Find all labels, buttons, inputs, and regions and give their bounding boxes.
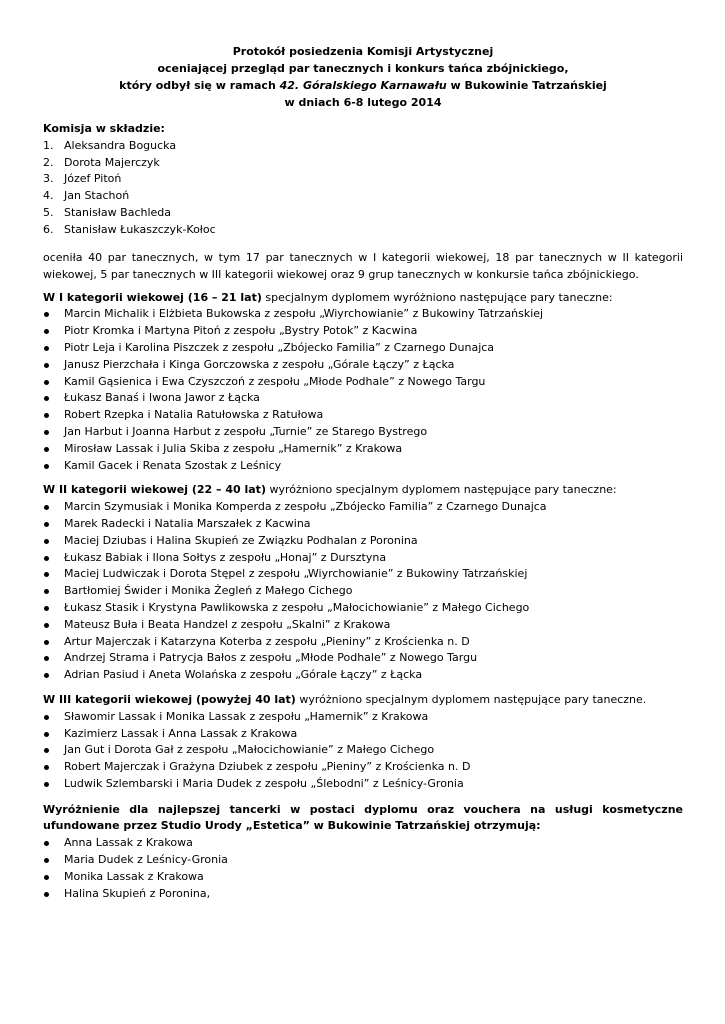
list-item-text: Łukasz Babiak i Ilona Sołtys z zespołu „Honaj” z Dursztyna — [64, 550, 387, 564]
title-line-2: oceniającej przegląd par tanecznych i konkurs tańca zbójnickiego, — [157, 62, 569, 75]
member-number: 2. — [43, 155, 54, 169]
list-item — [43, 323, 683, 340]
list-item — [43, 340, 683, 357]
category-2-list — [43, 499, 683, 684]
list-item-text: Piotr Leja i Karolina Piszczek z zespołu „Zbójecko Familia” z Czarnego Dunajca — [64, 340, 495, 354]
commission-member — [43, 138, 683, 155]
member-name: Jan Stachoń — [64, 189, 130, 203]
list-item — [43, 390, 683, 407]
list-item — [43, 776, 683, 793]
list-item-text: Marcin Szymusiak i Monika Komperda z zespołu „Zbójecko Familia” z Czarnego Dunajca — [64, 500, 547, 514]
bullet-icon — [44, 589, 49, 594]
summary-paragraph: oceniła 40 par tanecznych, w tym 17 par tanecznych w I kategorii wiekowej, 18 par tanecznych w II kategorii wiekowej, 5 par tanecznych w III kategorii wiekowej oraz 9 grup tanecznych w konkursie tańca zbójnickiego. — [43, 250, 683, 281]
bullet-icon — [44, 505, 49, 510]
title-line-1: Protokół posiedzenia Komisji Artystycznej — [232, 45, 494, 58]
list-item-text: Maciej Dziubas i Halina Skupień ze Związku Podhalan z Poronina — [64, 533, 418, 547]
list-item-text: Adrian Pasiud i Aneta Wolańska z zespołu „Górale Łączy” z Łącka — [64, 668, 423, 682]
list-item — [43, 357, 683, 374]
bullet-icon — [44, 396, 49, 401]
title-dates: w dniach 6-8 lutego 2014 — [284, 96, 442, 109]
bullet-icon — [44, 656, 49, 661]
list-item — [43, 458, 683, 475]
list-item — [43, 600, 683, 617]
festival-name: 42. Góralskiego Karnawału — [279, 79, 447, 92]
list-item — [43, 835, 683, 852]
list-item — [43, 516, 683, 533]
list-item — [43, 869, 683, 886]
list-item-text: Ludwik Szlembarski i Maria Dudek z zespołu „Ślebodni” z Leśnicy-Gronia — [64, 776, 464, 790]
member-number: 1. — [43, 138, 54, 152]
bullet-icon — [44, 875, 49, 880]
list-item-text: Sławomir Lassak i Monika Lassak z zespołu „Hamernik” z Krakowa — [64, 709, 429, 723]
commission-member — [43, 155, 683, 172]
bullet-icon — [44, 715, 49, 720]
list-item — [43, 650, 683, 667]
bullet-icon — [44, 673, 49, 678]
list-item-text: Andrzej Strama i Patrycja Bałos z zespołu „Młode Podhale” z Nowego Targu — [64, 651, 478, 665]
member-number: 5. — [43, 205, 54, 219]
category-1-list — [43, 306, 683, 474]
category-1-heading — [43, 290, 683, 307]
category-1-heading-rest: specjalnym dyplomem wyróżniono następujące pary taneczne: — [261, 290, 613, 304]
list-item-text: Halina Skupień z Poronina, — [64, 886, 211, 900]
bullet-icon — [44, 430, 49, 435]
list-item — [43, 424, 683, 441]
category-3-heading-rest: wyróżniono specjalnym dyplomem następujące pary taneczne. — [295, 692, 647, 706]
list-item-text: Artur Majerczak i Katarzyna Koterba z zespołu „Pieniny” z Krościenka n. D — [64, 634, 470, 648]
bullet-icon — [44, 782, 49, 787]
document-page — [43, 0, 683, 902]
list-item-text: Robert Majerczak i Grażyna Dziubek z zespołu „Pieniny” z Krościenka n. D — [64, 760, 471, 774]
bullet-icon — [44, 748, 49, 753]
bullet-icon — [44, 346, 49, 351]
commission-member — [43, 188, 683, 205]
member-number: 4. — [43, 189, 54, 203]
category-3-heading-bold: W III kategorii wiekowej (powyżej 40 lat) — [43, 692, 296, 706]
list-item — [43, 634, 683, 651]
title-line-3 — [43, 77, 683, 94]
member-name: Stanisław Łukaszczyk-Kołoc — [64, 222, 216, 236]
list-item-text: Bartłomiej Świder i Monika Żegleń z Małego Cichego — [64, 584, 353, 598]
award-list — [43, 835, 683, 902]
list-item — [43, 759, 683, 776]
commission-member — [43, 205, 683, 222]
member-number: 6. — [43, 222, 54, 236]
category-3-section — [43, 692, 683, 793]
list-item-text: Mateusz Buła i Beata Handzel z zespołu „Skalni” z Krakowa — [64, 617, 391, 631]
category-2-heading-rest: wyróżniono specjalnym dyplomem następujące pary taneczne: — [265, 483, 617, 497]
commission-member — [43, 171, 683, 188]
list-item-text: Anna Lassak z Krakowa — [64, 836, 193, 850]
list-item-text: Robert Rzepka i Natalia Ratułowska z Ratułowa — [64, 408, 324, 422]
bullet-icon — [44, 464, 49, 469]
bullet-icon — [44, 765, 49, 770]
list-item — [43, 533, 683, 550]
list-item — [43, 407, 683, 424]
bullet-icon — [44, 841, 49, 846]
list-item-text: Jan Harbut i Joanna Harbut z zespołu „Turnie” ze Starego Bystrego — [64, 424, 428, 438]
list-item — [43, 499, 683, 516]
list-item — [43, 583, 683, 600]
list-item — [43, 566, 683, 583]
list-item — [43, 374, 683, 391]
title-line-3-post: w Bukowinie Tatrzańskiej — [446, 79, 607, 92]
bullet-icon — [44, 522, 49, 527]
category-3-list — [43, 709, 683, 793]
bullet-icon — [44, 556, 49, 561]
commission-members-list — [43, 138, 683, 239]
bullet-icon — [44, 539, 49, 544]
category-2-section — [43, 482, 683, 684]
list-item — [43, 886, 683, 903]
bullet-icon — [44, 447, 49, 452]
list-item-text: Marcin Michalik i Elżbieta Bukowska z zespołu „Wiyrchowianie” z Bukowiny Tatrzańskiej — [64, 307, 544, 321]
list-item-text: Piotr Kromka i Martyna Pitoń z zespołu „Bystry Potok” z Kacwina — [64, 324, 418, 338]
bullet-icon — [44, 312, 49, 317]
category-2-heading-bold: W II kategorii wiekowej (22 – 40 lat) — [43, 483, 266, 497]
list-item — [43, 667, 683, 684]
bullet-icon — [44, 572, 49, 577]
member-name: Dorota Majerczyk — [64, 155, 160, 169]
category-1-section — [43, 290, 683, 475]
list-item — [43, 742, 683, 759]
list-item — [43, 852, 683, 869]
list-item-text: Mirosław Lassak i Julia Skiba z zespołu „Hamernik” z Krakowa — [64, 441, 403, 455]
title-line-3-pre: który odbył się w ramach — [119, 79, 280, 92]
category-2-heading — [43, 482, 683, 499]
list-item — [43, 441, 683, 458]
list-item-text: Jan Gut i Dorota Gał z zespołu „Małocichowianie” z Małego Cichego — [64, 743, 435, 757]
member-number: 3. — [43, 172, 54, 186]
category-3-heading — [43, 692, 683, 709]
list-item — [43, 550, 683, 567]
list-item-text: Kamil Gacek i Renata Szostak z Leśnicy — [64, 458, 282, 472]
bullet-icon — [44, 732, 49, 737]
commission-heading: Komisja w składzie: — [43, 122, 165, 135]
list-item — [43, 726, 683, 743]
list-item — [43, 306, 683, 323]
member-name: Józef Pitoń — [64, 172, 122, 186]
list-item — [43, 709, 683, 726]
bullet-icon — [44, 329, 49, 334]
list-item-text: Łukasz Banaś i Iwona Jawor z Łącka — [64, 391, 260, 405]
list-item-text: Marek Radecki i Natalia Marszałek z Kacwina — [64, 516, 311, 530]
list-item-text: Maciej Ludwiczak i Dorota Stępel z zespołu „Wiyrchowianie” z Bukowiny Tatrzańskiej — [64, 567, 528, 581]
list-item — [43, 617, 683, 634]
bullet-icon — [44, 858, 49, 863]
list-item-text: Maria Dudek z Leśnicy-Gronia — [64, 853, 228, 867]
member-name: Aleksandra Bogucka — [64, 138, 177, 152]
bullet-icon — [44, 892, 49, 897]
bullet-icon — [44, 380, 49, 385]
list-item-text: Łukasz Stasik i Krystyna Pawlikowska z zespołu „Małocichowianie” z Małego Cichego — [64, 600, 530, 614]
award-section — [43, 802, 683, 903]
list-item-text: Monika Lassak z Krakowa — [64, 869, 204, 883]
member-name: Stanisław Bachleda — [64, 205, 172, 219]
commission-section — [43, 121, 683, 239]
commission-member — [43, 222, 683, 239]
bullet-icon — [44, 413, 49, 418]
list-item-text: Janusz Pierzchała i Kinga Gorczowska z zespołu „Górale Łączy” z Łącka — [64, 357, 455, 371]
list-item-text: Kazimierz Lassak i Anna Lassak z Krakowa — [64, 726, 298, 740]
bullet-icon — [44, 606, 49, 611]
bullet-icon — [44, 640, 49, 645]
category-1-heading-bold: W I kategorii wiekowej (16 – 21 lat) — [43, 290, 262, 304]
document-title — [43, 43, 683, 111]
bullet-icon — [44, 363, 49, 368]
bullet-icon — [44, 623, 49, 628]
award-heading: Wyróżnienie dla najlepszej tancerki w postaci dyplomu oraz vouchera na usługi kosmetyczne ufundowane przez Studio Urody „Estetica” w Bukowinie Tatrzańskiej otrzymują: — [43, 802, 683, 833]
list-item-text: Kamil Gąsienica i Ewa Czyszczoń z zespołu „Młode Podhale” z Nowego Targu — [64, 374, 486, 388]
